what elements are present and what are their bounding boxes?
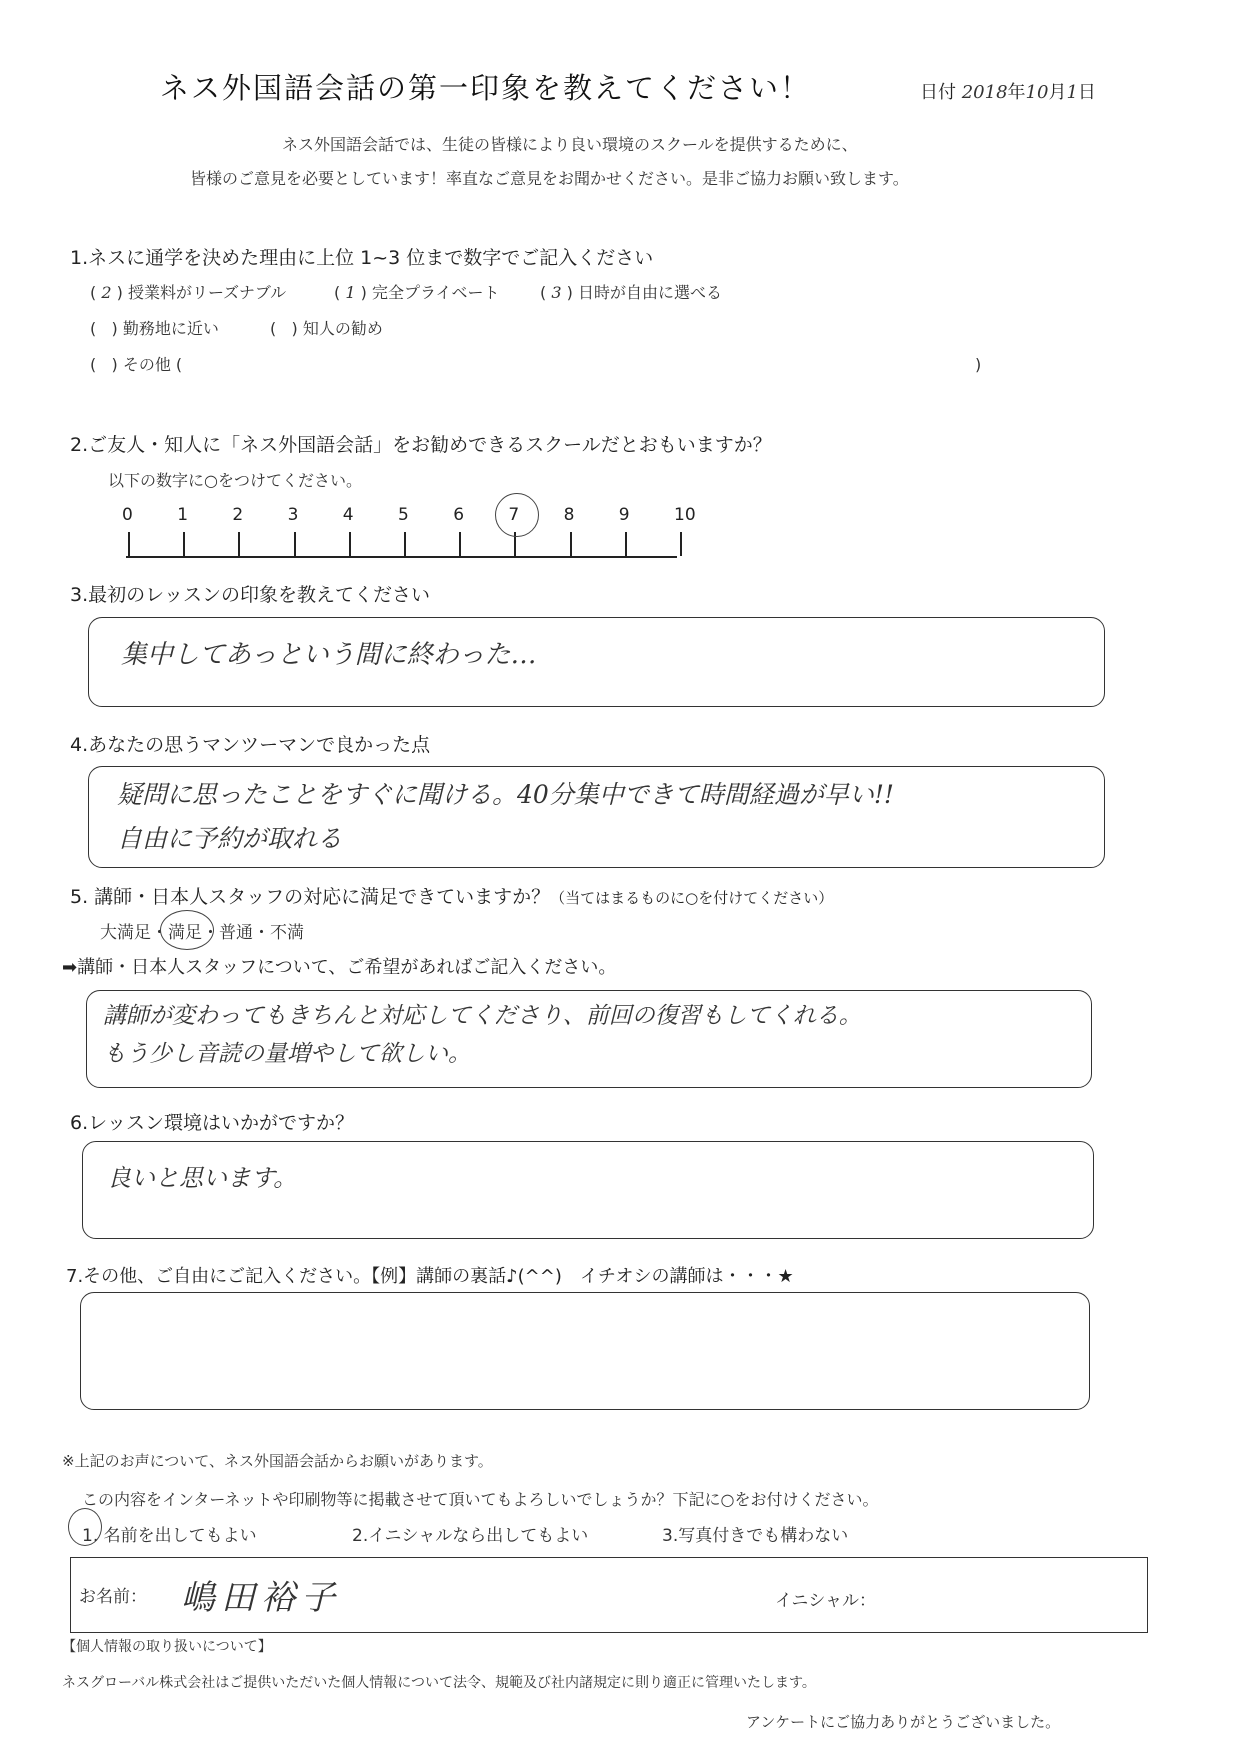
intro-line-2: 皆様のご意見を必要としています！率直なご意見をお聞かせください。是非ご協力お願い致します。	[190, 169, 909, 188]
privacy-heading: 【個人情報の取り扱いについて】	[62, 1639, 272, 1655]
scale-label-4[interactable]: 4	[342, 505, 354, 525]
scale-tick-10	[680, 532, 682, 556]
scale-selected-circle	[495, 493, 539, 537]
scale-tick-2	[238, 532, 240, 556]
date-field[interactable]	[920, 78, 1096, 104]
scale-label-9[interactable]: 9	[618, 505, 630, 525]
q3-answer: 集中してあっという間に終わった…	[121, 640, 537, 670]
q1-option-6-label: その他	[122, 355, 171, 374]
q5-question-text: 5. 講師・日本人スタッフの対応に満足できていますか？	[70, 886, 551, 908]
consent-option-2[interactable]: 2.イニシャルなら出してもよい	[352, 1526, 589, 1546]
name-box[interactable]	[70, 1557, 1148, 1633]
consent-note: ※上記のお声について、ネス外国語会話からお願いがあります。	[62, 1452, 493, 1470]
closing-message: アンケートにご協力ありがとうございました。	[746, 1713, 1061, 1731]
date-day: 1	[1066, 82, 1078, 103]
q1-other-close-paren: )	[975, 355, 982, 374]
scale-tick-6	[459, 532, 461, 556]
q5-options[interactable]	[100, 918, 304, 943]
scale-label-5[interactable]: 5	[398, 505, 409, 525]
q6-answer: 良いと思います。	[107, 1164, 298, 1192]
q1-option-5-label: 知人の勧め	[302, 319, 383, 338]
q2-question: 2.ご友人・知人に「ネス外国語会話」をお勧めできるスクールだとおもいますか？	[70, 434, 772, 456]
scale-label-0[interactable]: 0	[122, 505, 133, 525]
q7-question: 7.その他、ご自由にご記入ください。【例】講師の裏話♪(^^) イチオシの講師は・・・★	[66, 1266, 794, 1287]
q1-option-6[interactable]: ( ) その他 (	[90, 355, 183, 374]
date-year-unit: 年	[1007, 82, 1026, 103]
q1-option-2-mark: 1	[345, 283, 356, 302]
name-value: 嶋田裕子	[181, 1578, 341, 1618]
q5-separator-2: ・	[202, 923, 219, 943]
q1-option-5[interactable]: ( ) 知人の勧め	[270, 319, 383, 338]
scale-tick-8	[570, 532, 572, 556]
q2-instruction: 以下の数字に○をつけてください。	[108, 471, 362, 490]
q3-question: 3.最初のレッスンの印象を教えてください	[70, 584, 430, 606]
consent-option-3[interactable]: 3.写真付きでも構わない	[662, 1526, 849, 1546]
consent-question: この内容をインターネットや印刷物等に掲載させて頂いてもよろしいでしょうか？下記に○をお付けください。	[82, 1490, 879, 1509]
q5-option-2-label: 満足	[168, 923, 202, 943]
q6-question: 6.レッスン環境はいかがですか？	[70, 1112, 354, 1134]
q1-option-2[interactable]: ( 1 ) 完全プライベート	[334, 283, 500, 302]
name-label: お名前：	[79, 1587, 147, 1607]
q5-answer-line-2: もう少し音読の量増やして欲しい。	[103, 1041, 471, 1067]
q1-option-4-label: 勤務地に近い	[122, 319, 219, 338]
q1-option-3[interactable]: ( 3 ) 日時が自由に選べる	[540, 283, 722, 302]
scale-tick-4	[349, 532, 351, 556]
q1-option-3-mark: 3	[551, 283, 562, 302]
q5-answer-box[interactable]	[86, 990, 1092, 1088]
scale-label-3[interactable]: 3	[287, 505, 299, 525]
q5-note: （当てはまるものに○を付けてください）	[550, 889, 834, 907]
q1-option-1-label: 授業料がリーズナブル	[127, 283, 287, 302]
q4-answer-line-1: 疑問に思ったことをすぐに聞ける。40分集中できて時間経過が早い!!	[117, 780, 894, 809]
q1-option-4[interactable]: ( ) 勤務地に近い	[90, 319, 219, 338]
q1-question: 1.ネスに通学を決めた理由に上位 1~3 位まで数字でご記入ください	[70, 247, 654, 269]
q7-answer-box[interactable]	[80, 1292, 1090, 1410]
date-day-unit: 日	[1077, 82, 1096, 103]
scale-label-10[interactable]: 10	[674, 505, 696, 525]
scale-tick-3	[294, 532, 296, 556]
q5-followup: ➡講師・日本人スタッフについて、ご希望があればご記入ください。	[62, 957, 617, 978]
q3-answer-box[interactable]	[88, 617, 1105, 707]
date-month: 10	[1025, 82, 1049, 103]
q5-selected-circle	[160, 910, 214, 950]
q4-answer-line-2: 自由に予約が取れる	[117, 824, 343, 853]
q5-separator-3: ・	[253, 923, 270, 943]
scale-label-7[interactable]: 7	[508, 505, 520, 525]
date-year: 2018	[961, 82, 1008, 103]
scale-label-6[interactable]: 6	[453, 505, 465, 525]
privacy-text: ネスグローバル株式会社はご提供いただいた個人情報について法令、規範及び社内諸規定に則り適正に管理いたします。	[62, 1675, 816, 1691]
scale-tick-0	[128, 532, 130, 556]
scale-tick-1	[183, 532, 185, 556]
scale-tick-9	[625, 532, 627, 556]
q5-question	[70, 882, 833, 909]
date-label: 日付	[920, 82, 956, 103]
q5-answer-line-1: 講師が変わってもきちんと対応してくださり、前回の復習もしてくれる。	[103, 1003, 862, 1029]
intro-line-1: ネス外国語会話では、生徒の皆様により良い環境のスクールを提供するために、	[282, 135, 858, 154]
consent-option-1[interactable]: 1. 名前を出してもよい	[82, 1526, 257, 1546]
q4-answer-box[interactable]	[88, 766, 1105, 868]
q1-option-3-label: 日時が自由に選べる	[577, 283, 722, 302]
date-month-unit: 月	[1048, 82, 1067, 103]
scale-label-8[interactable]: 8	[563, 505, 575, 525]
scale-tick-5	[404, 532, 406, 556]
q5-option-2[interactable]	[168, 918, 202, 943]
scale-label-2[interactable]: 2	[232, 505, 244, 525]
q1-option-1[interactable]: ( 2 ) 授業料がリーズナブル	[90, 283, 287, 302]
q5-option-4[interactable]: 不満	[270, 923, 304, 943]
q5-separator-1: ・	[151, 923, 168, 943]
q5-option-1[interactable]: 大満足	[100, 923, 151, 943]
page-title: ネス外国語会話の第一印象を教えてください！	[160, 71, 812, 105]
scale-axis	[126, 556, 677, 558]
scale-label-1[interactable]: 1	[177, 505, 189, 525]
q1-option-2-label: 完全プライベート	[371, 283, 500, 302]
q6-answer-box[interactable]	[82, 1141, 1094, 1239]
q1-option-1-mark: 2	[101, 283, 112, 302]
q4-question: 4.あなたの思うマンツーマンで良かった点	[70, 734, 431, 756]
q5-option-3[interactable]: 普通	[219, 923, 253, 943]
initial-label: イニシャル：	[775, 1591, 876, 1611]
